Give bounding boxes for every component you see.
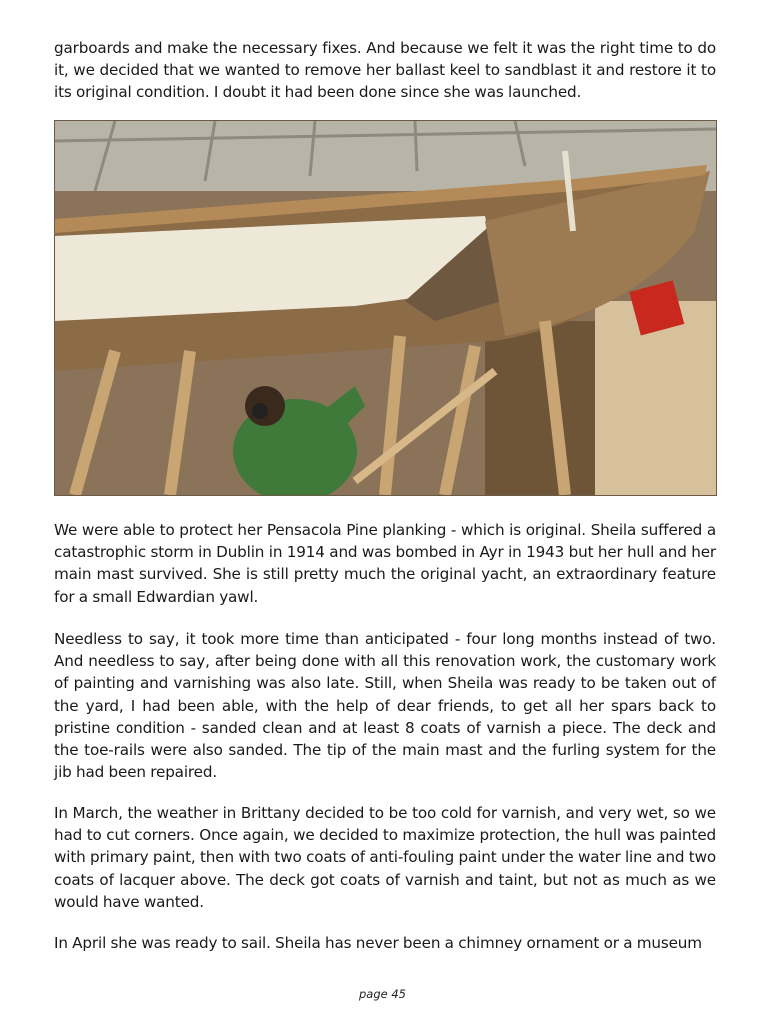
paragraph-4: In March, the weather in Brittany decided to be too cold for varnish, and very wet, so we had to cut corners. Once again, we decided to maximize protection, the hull was painted with primary paint, then with two coats of anti-fouling paint under the water line and two coats of lacquer above. The deck got coats of varnish and taint, but not as much as we would have wanted. xyxy=(54,804,716,911)
paragraph-3: Needless to say, it took more time than anticipated - four long months instead of two. And needless to say, after being done with all this renovation work, the customary work of painting and varnishing was also late. Still, when Sheila was ready to be taken out of the yard, I had been able, with the help of dear friends, to get all her spars back to pristine condition - sanded clean and at least 8 coats of varnish a piece. The deck and the toe-rails were also sanded. The tip of the main mast and the furling system for the jib had been repaired. xyxy=(54,630,716,782)
paragraph-5: In April she was ready to sail. Sheila has never been a chimney ornament or a museum xyxy=(54,934,702,952)
page-number: page 45 xyxy=(358,987,406,1001)
paragraph-2: We were able to protect her Pensacola Pine planking - which is original. Sheila suffered a catastrophic storm in Dublin in 1914 and was bombed in Ayr in 1943 but her hull and her main mast survived. She is still pretty much the original yacht, an extraordinary feature for a small Edwardian yawl. xyxy=(54,521,716,606)
paragraph-1: garboards and make the necessary fixes. And because we felt it was the right time to do it, we decided that we wanted to remove her ballast keel to sandblast it and restore it to its original condition. I doubt it had been done since she was launched. xyxy=(54,39,716,102)
boat-restoration-photo xyxy=(54,120,717,496)
worker-ear-defender xyxy=(252,403,268,419)
